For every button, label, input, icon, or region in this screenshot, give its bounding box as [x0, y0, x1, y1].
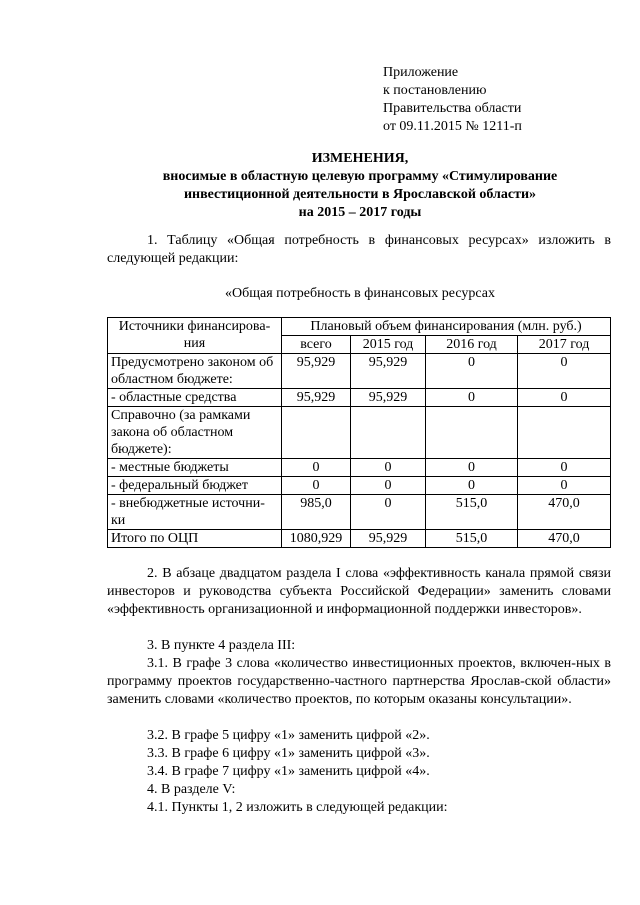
row-source: - областные средства [108, 389, 282, 407]
row-2015: 0 [351, 459, 426, 477]
item-4-1-line: 4.1. Пункты 1, 2 изложить в следующей редакции: [147, 800, 448, 815]
appendix-line-2: к постановлению [383, 83, 487, 98]
row-2016: 515,0 [426, 495, 518, 530]
row-2015: 0 [351, 495, 426, 530]
row-2017: 0 [518, 459, 611, 477]
subheader-total: всего [282, 336, 351, 354]
row-total: 985,0 [282, 495, 351, 530]
appendix-line-1: Приложение [383, 65, 459, 80]
item-3-1-paragraph: 3.1. В графе 3 слова «количество инвестиционных проектов, включен-ных в программу проектов государственно-частного партнерства Ярослав-ской области» заменить словами «количество проектов, по которым оказаны консультации». [107, 656, 611, 707]
item-3-4-line: 3.4. В графе 7 цифру «1» заменить цифрой «4». [147, 764, 430, 779]
title-line-3: инвестиционной деятельности в Ярославской области» [183, 187, 537, 202]
header-source: Источники финансирова-ния [108, 318, 282, 354]
row-2017: 0 [518, 354, 611, 389]
row-2017: 470,0 [518, 530, 611, 548]
subheader-2016: 2016 год [426, 336, 518, 354]
table-row [108, 389, 611, 407]
row-2015 [351, 407, 426, 459]
row-2015: 95,929 [351, 354, 426, 389]
row-source: Предусмотрено законом об областном бюджете: [108, 354, 282, 389]
row-total: 0 [282, 477, 351, 495]
financing-table [107, 317, 611, 548]
appendix-block [383, 64, 623, 136]
table-row [108, 407, 611, 459]
row-2015: 95,929 [351, 389, 426, 407]
row-2017 [518, 407, 611, 459]
row-2017: 0 [518, 477, 611, 495]
title-line-4: на 2015 – 2017 годы [298, 205, 422, 220]
document-title [100, 150, 620, 222]
row-total: 1080,929 [282, 530, 351, 548]
row-2016: 0 [426, 389, 518, 407]
row-2016: 515,0 [426, 530, 518, 548]
row-2015: 0 [351, 477, 426, 495]
item-4-heading: 4. В разделе V: [147, 782, 236, 797]
subheader-2017: 2017 год [518, 336, 611, 354]
table-row [108, 354, 611, 389]
item-1-paragraph: 1. Таблицу «Общая потребность в финансовых ресурсах» изложить в следующей редакции: [107, 233, 611, 266]
row-source: - внебюджетные источни-ки [108, 495, 282, 530]
table-row [108, 459, 611, 477]
row-2016: 0 [426, 459, 518, 477]
subheader-2015: 2015 год [351, 336, 426, 354]
item-3-3-line: 3.3. В графе 6 цифру «1» заменить цифрой «3». [147, 746, 430, 761]
row-source: Справочно (за рамками закона об областном бюджете): [108, 407, 282, 459]
item-3-heading: 3. В пункте 4 раздела III: [147, 638, 296, 653]
title-line-2: вносимые в областную целевую программу «Стимулирование [162, 169, 558, 184]
row-2016 [426, 407, 518, 459]
row-source: - местные бюджеты [108, 459, 282, 477]
row-total: 95,929 [282, 354, 351, 389]
table-caption: «Общая потребность в финансовых ресурсах [225, 286, 495, 301]
appendix-line-3: Правительства области [383, 101, 522, 116]
title-line-1: ИЗМЕНЕНИЯ, [311, 151, 409, 166]
row-2015: 95,929 [351, 530, 426, 548]
row-total [282, 407, 351, 459]
item-3-2-line: 3.2. В графе 5 цифру «1» заменить цифрой «2». [147, 728, 430, 743]
table-row [108, 495, 611, 530]
row-total: 95,929 [282, 389, 351, 407]
row-2017: 0 [518, 389, 611, 407]
row-total: 0 [282, 459, 351, 477]
table-row [108, 477, 611, 495]
header-plan: Плановый объем финансирования (млн. руб.) [282, 318, 611, 336]
appendix-line-4: от 09.11.2015 № 1211-п [383, 119, 522, 134]
row-source: Итого по ОЦП [108, 530, 282, 548]
row-2016: 0 [426, 354, 518, 389]
row-2017: 470,0 [518, 495, 611, 530]
table-row-total [108, 530, 611, 548]
table-header-row [108, 318, 611, 336]
item-2-paragraph: 2. В абзаце двадцатом раздела I слова «эффективность канала прямой связи инвесторов и руководства субъекта Российской Федерации» заменить словами «эффективность организационной и информационной поддержки инвесторов». [107, 566, 611, 617]
row-source: - федеральный бюджет [108, 477, 282, 495]
row-2016: 0 [426, 477, 518, 495]
